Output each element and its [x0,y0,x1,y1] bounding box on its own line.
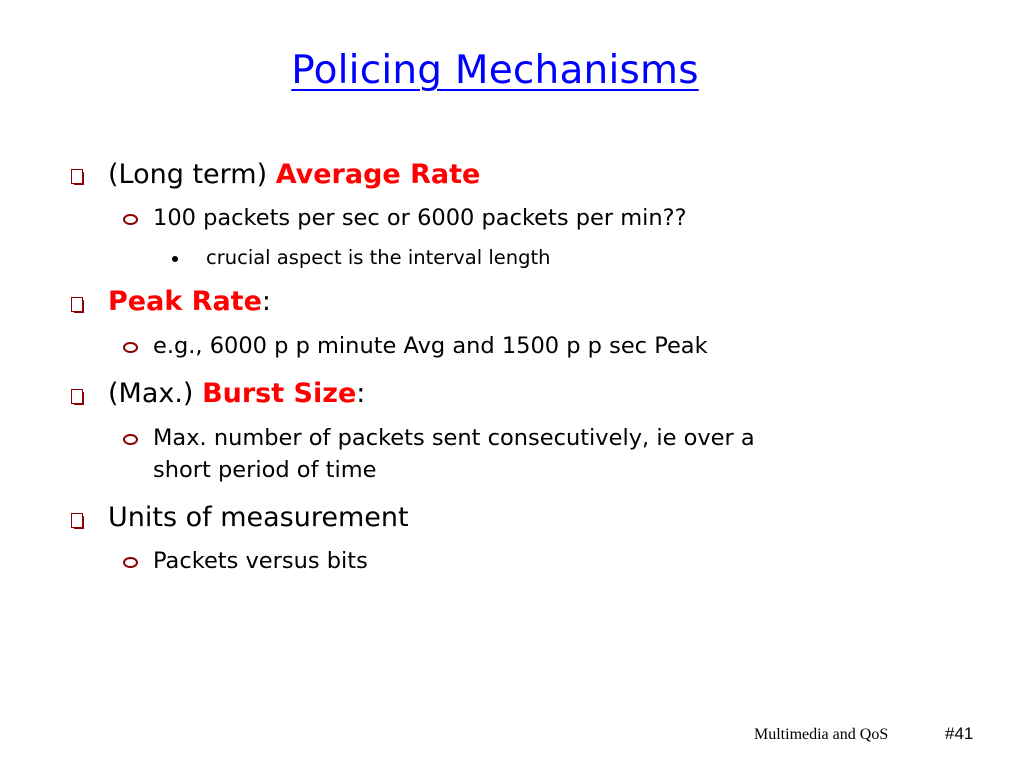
footer-course-name: Multimedia and QoS [754,726,889,743]
sub-bullet-burst-line2: short period of time [153,457,377,483]
circle-bullet-icon [123,214,138,225]
bullet-average-rate [108,159,480,190]
bullet-prefix: (Long term) [108,159,276,190]
slide-title: Policing Mechanisms [291,48,699,93]
bullet-emphasis: Burst Size [202,378,357,409]
bullet-peak-rate [108,286,271,317]
sub-bullet-units-example: Packets versus bits [153,548,368,574]
square-bullet-icon [71,169,83,184]
square-bullet-icon [71,389,83,404]
bullet-emphasis: Peak Rate [108,286,262,317]
sub-bullet-burst-line1: Max. number of packets sent consecutively, ie over a [153,425,755,451]
bullet-suffix: : [261,286,272,317]
bullet-emphasis: Average Rate [275,159,481,190]
circle-bullet-icon [123,342,138,353]
bullet-units: Units of measurement [108,502,409,533]
square-bullet-icon [71,297,83,312]
dot-bullet-icon [172,256,178,262]
bullet-burst-size [108,378,365,409]
circle-bullet-icon [123,434,138,445]
sub-bullet-rate-example: 100 packets per sec or 6000 packets per min?? [153,205,687,231]
square-bullet-icon [71,513,83,528]
sub-sub-bullet-interval: crucial aspect is the interval length [206,246,551,269]
sub-bullet-peak-example: e.g., 6000 p p minute Avg and 1500 p p sec Peak [153,333,708,359]
circle-bullet-icon [123,557,138,568]
bullet-suffix: : [356,378,366,409]
footer-slide-number: #41 [945,724,974,743]
bullet-prefix: (Max.) [108,378,203,409]
